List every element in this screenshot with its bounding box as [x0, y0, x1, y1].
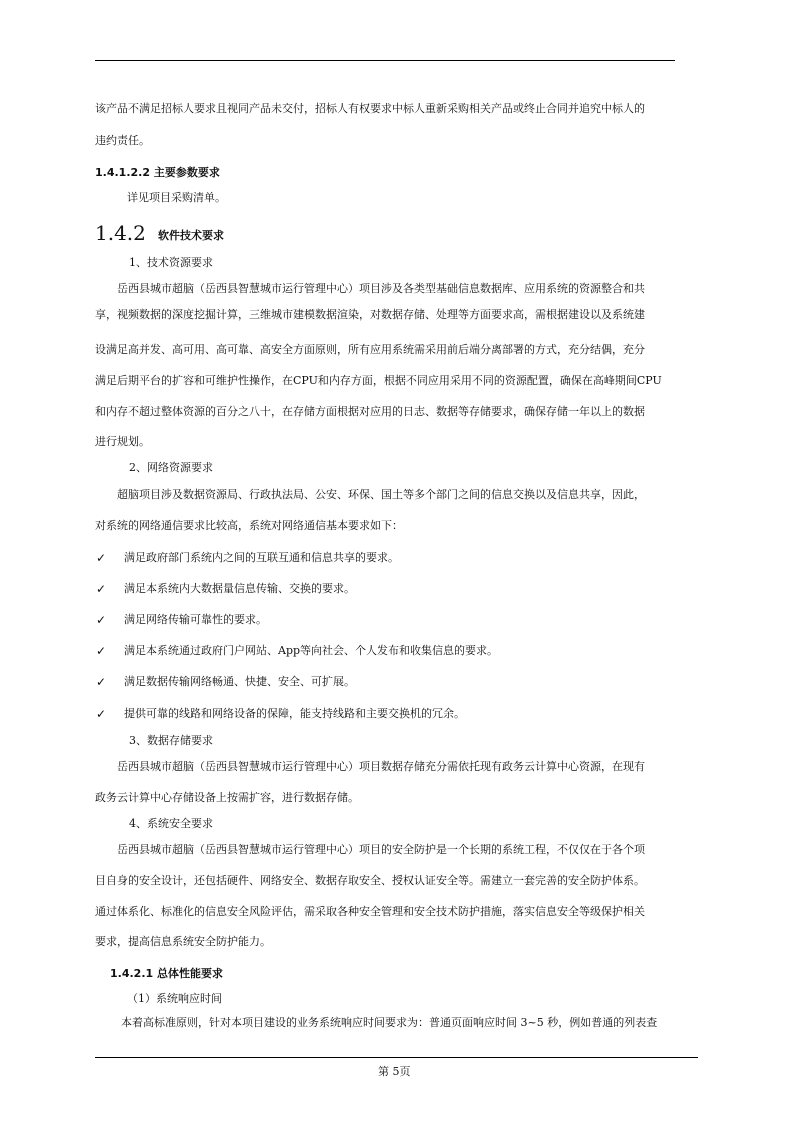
section-number-1-4-2: 1.4.2 [95, 221, 146, 245]
tech-resources-line-4: 满足后期平台的扩容和可维护性操作，在CPU和内存方面，根据不同应用采用不同的资源配置，确保在高峰期间CPU [95, 374, 662, 387]
network-item-1: 满足政府部门系统内之间的互联互通和信息共享的要求。 [124, 551, 399, 564]
checkmark-icon: ✓ [96, 644, 107, 658]
checkmark-icon: ✓ [96, 582, 107, 596]
checkmark-icon: ✓ [96, 675, 107, 689]
response-time-line: 本着高标准原则，针对本项目建设的业务系统响应时间要求为：普通页面响应时间 3~5 秒，例如普通的列表查 [121, 1016, 658, 1029]
network-item-6: 提供可靠的线路和网络设备的保障，能支持线路和主要交换机的冗余。 [124, 707, 465, 720]
checkmark-icon: ✓ [96, 613, 107, 627]
page-number: 第 5页 [378, 1065, 411, 1078]
storage-line-2: 政务云计算中心存储设备上按需扩容，进行数据存储。 [95, 791, 359, 804]
footer-rule [95, 1057, 698, 1058]
tech-resources-line-2: 享，视频数据的深度挖掘计算，三维城市建模数据渲染，对数据存储、处理等方面要求高，需根据建设以及系统建 [95, 308, 645, 321]
network-item-3: 满足网络传输可靠性的要求。 [124, 613, 267, 626]
tech-resources-line-6: 进行规划。 [95, 435, 150, 448]
tech-resources-line-1: 岳西县城市超脑（岳西县智慧城市运行管理中心）项目涉及各类型基础信息数据库、应用系统的资源整合和共 [117, 282, 645, 295]
checkmark-icon: ✓ [96, 707, 107, 721]
intro-line-2: 违约责任。 [95, 134, 150, 147]
storage-line-1: 岳西县城市超脑（岳西县智慧城市运行管理中心）项目数据存储充分需依托现有政务云计算中心资源，在现有 [117, 760, 645, 773]
storage-heading: 3、数据存储要求 [129, 734, 213, 747]
network-resources-line-2: 对系统的网络通信要求比较高，系统对网络通信基本要求如下： [95, 519, 403, 532]
network-item-5: 满足数据传输网络畅通、快捷、安全、可扩展。 [124, 675, 355, 688]
section-title-1-4-2: 软件技术要求 [158, 229, 224, 242]
security-line-1: 岳西县城市超脑（岳西县智慧城市运行管理中心）项目的安全防护是一个长期的系统工程，不仅仅在于各个项 [117, 843, 645, 856]
tech-resources-line-3: 设满足高并发、高可用、高可靠、高安全方面原则，所有应用系统需采用前后端分离部署的方式，充分结偶，充分 [95, 343, 645, 356]
network-resources-line-1: 超脑项目涉及数据资源局、行政执法局、公安、环保、国土等多个部门之间的信息交换以及信息共享，因此， [117, 488, 645, 501]
security-line-2: 目自身的安全设计，还包括硬件、网络安全、数据存取安全、授权认证安全等。需建立一套完善的安全防护体系。 [95, 874, 645, 887]
tech-resources-line-5: 和内存不超过整体资源的百分之八十，在存储方面根据对应用的日志、数据等存储要求，确保存储一年以上的数据 [95, 405, 645, 418]
section-heading-1-4-1-2-2: 1.4.1.2.2 主要参数要求 [95, 166, 220, 179]
tech-resources-heading: 1、技术资源要求 [129, 256, 213, 269]
section-text-1-4-1-2-2: 详见项目采购清单。 [127, 191, 226, 204]
security-line-3: 通过体系化、标准化的信息安全风险评估，需采取各种安全管理和安全技术防护措施，落实信息安全等级保护相关 [95, 905, 645, 918]
network-item-4: 满足本系统通过政府门户网站、App等向社会、个人发布和收集信息的要求。 [124, 644, 499, 657]
security-heading: 4、系统安全要求 [129, 817, 213, 830]
security-line-4: 要求，提高信息系统安全防护能力。 [95, 935, 271, 948]
section-heading-1-4-2-1: 1.4.2.1 总体性能要求 [110, 967, 223, 980]
network-resources-heading: 2、网络资源要求 [129, 461, 213, 474]
checkmark-icon: ✓ [96, 551, 107, 565]
header-rule [95, 60, 675, 61]
network-item-2: 满足本系统内大数据量信息传输、交换的要求。 [124, 582, 355, 595]
response-time-subheading: （1）系统响应时间 [127, 992, 222, 1005]
intro-line-1: 该产品不满足招标人要求且视同产品未交付，招标人有权要求中标人重新采购相关产品或终止合同并追究中标人的 [95, 102, 645, 115]
